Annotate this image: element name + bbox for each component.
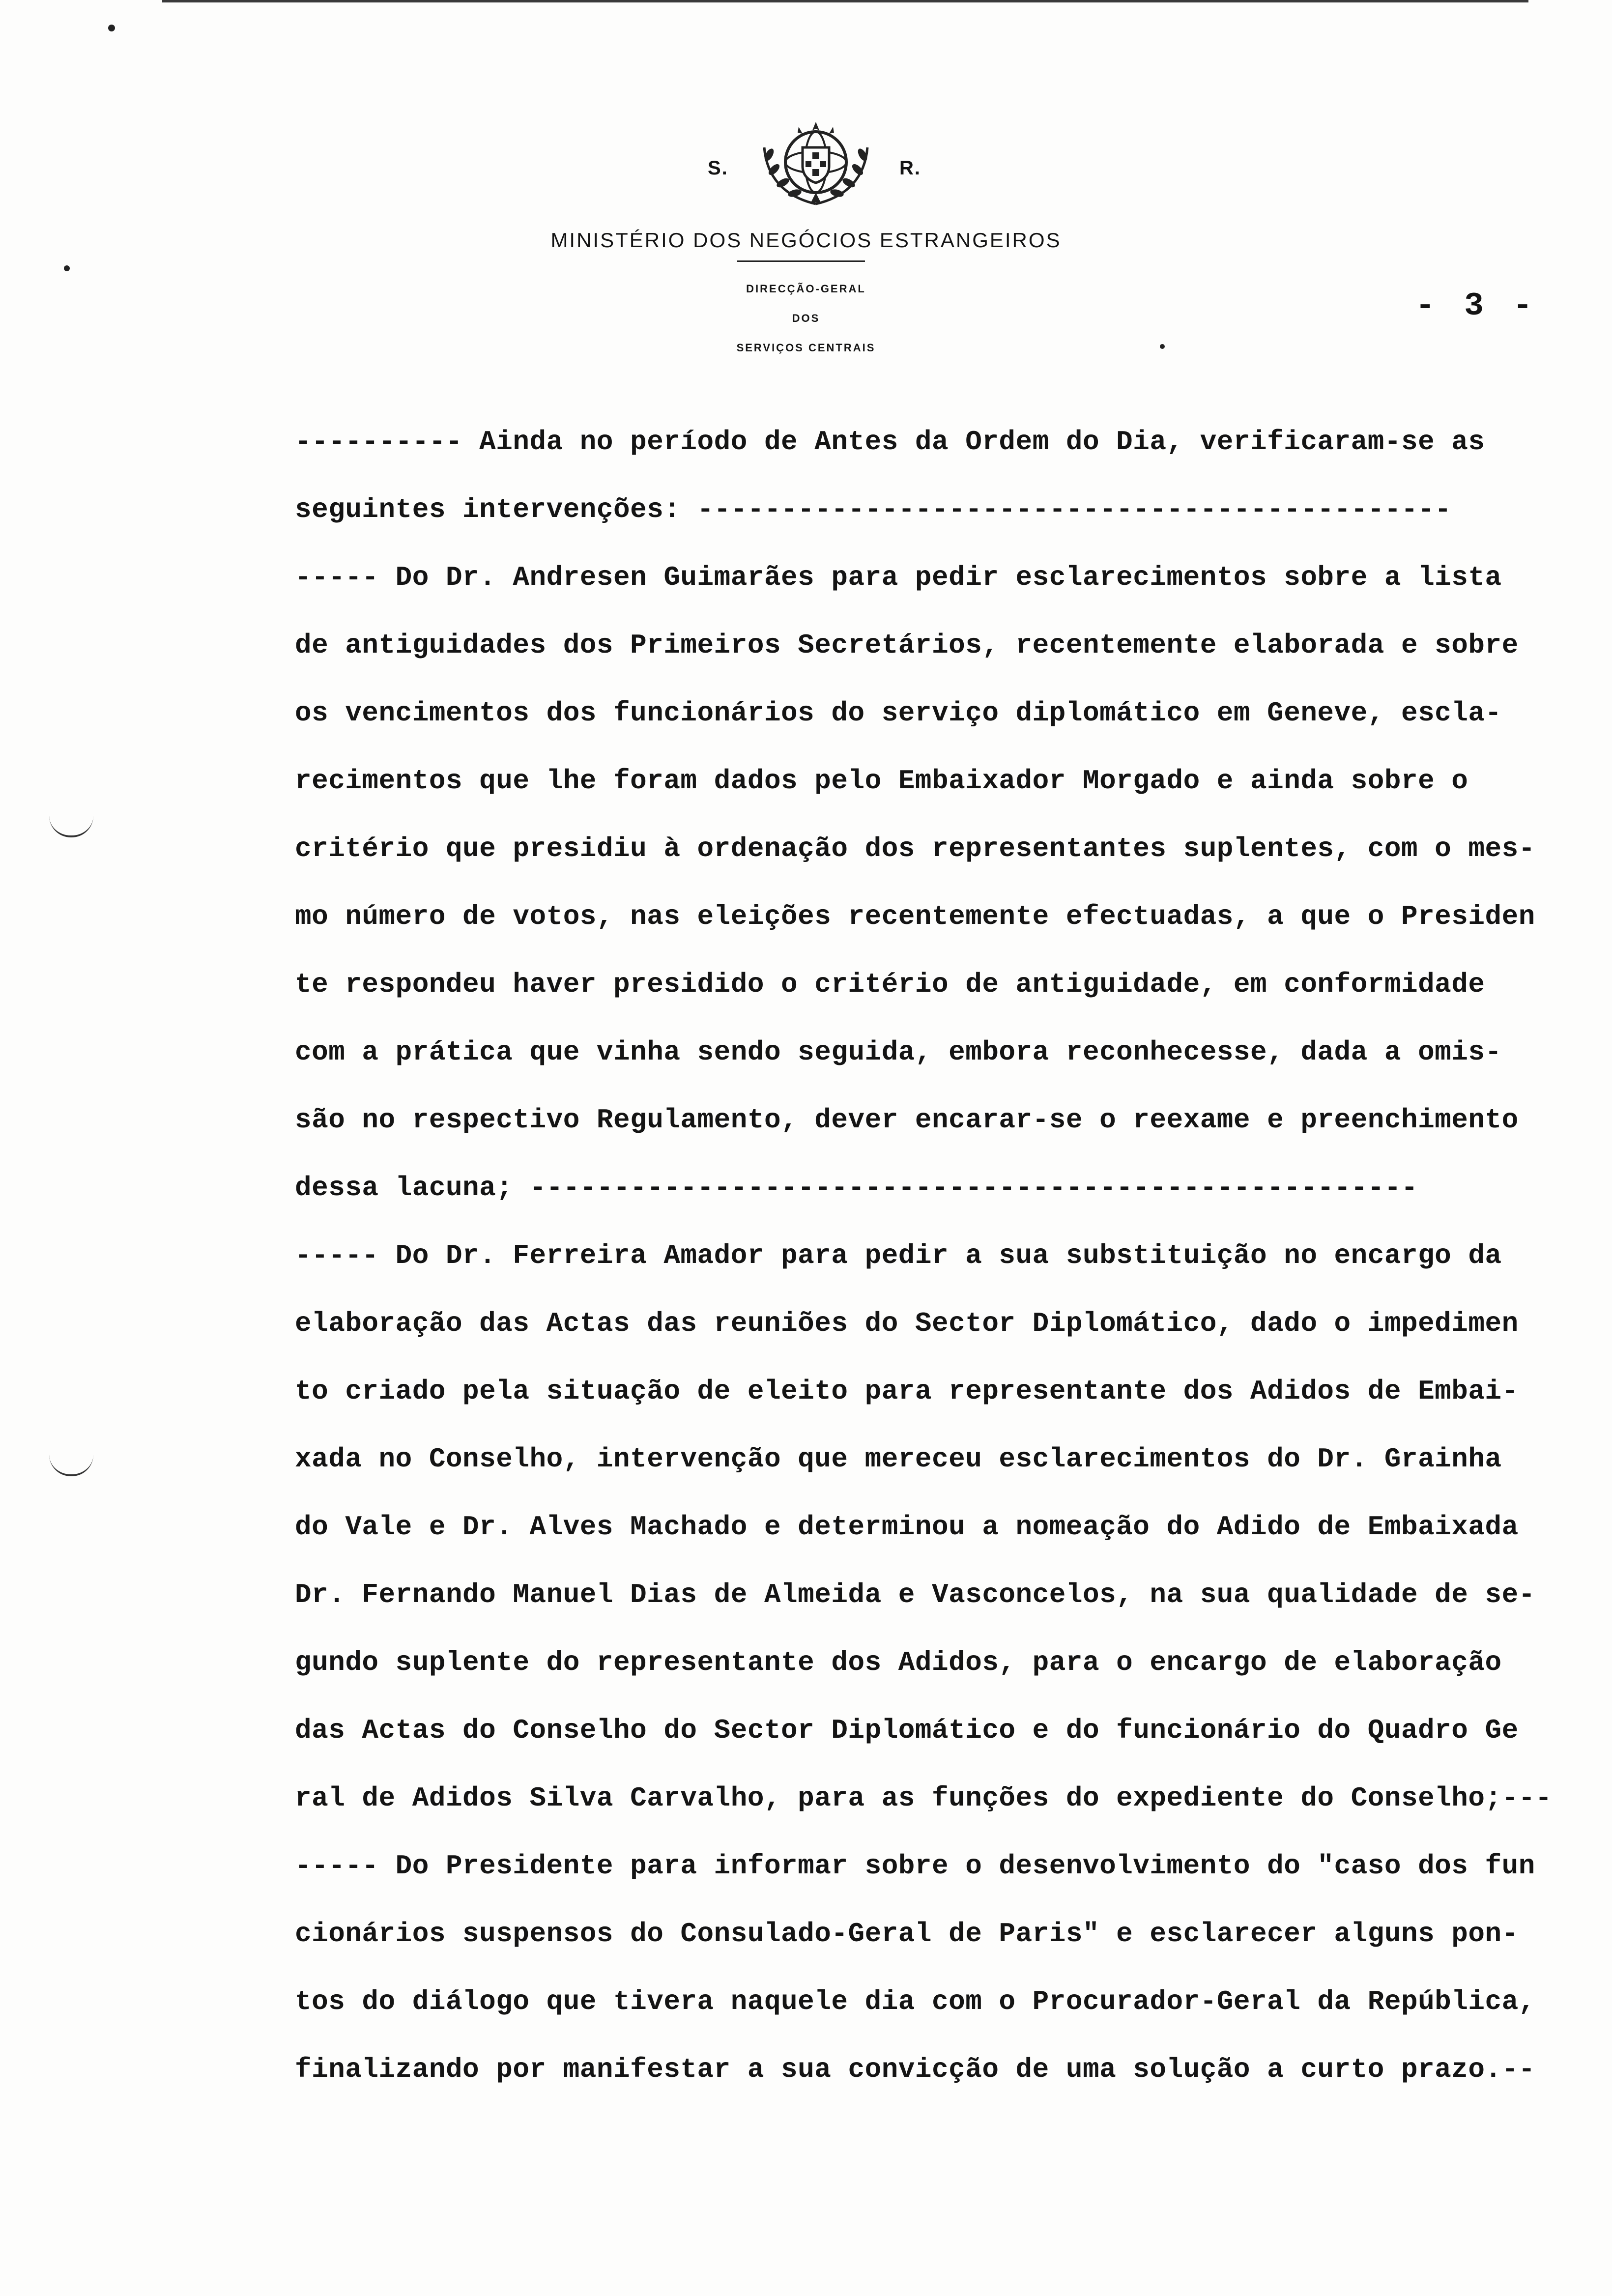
text-line: to criado pela situação de eleito para representante dos Adidos de Embai- [295, 1376, 1519, 1407]
margin-bracket [49, 1455, 93, 1476]
scan-dot [1160, 344, 1165, 349]
text-line: são no respectivo Regulamento, dever encarar-se o reexame e preenchimento [295, 1104, 1519, 1136]
text-line: ----- Do Dr. Andresen Guimarães para pedir esclarecimentos sobre a lista [295, 562, 1502, 593]
text-line: seguintes intervenções: --------------------------------------------- [295, 494, 1452, 525]
text-line: ----- Do Dr. Ferreira Amador para pedir a sua substituição no encargo da [295, 1240, 1502, 1271]
coat-of-arms-icon [745, 113, 887, 211]
ministry-name: MINISTÉRIO DOS NEGÓCIOS ESTRANGEIROS [550, 229, 1062, 252]
scan-dot [64, 265, 70, 271]
text-line: com a prática que vinha sendo seguida, embora reconhecesse, dada a omis- [295, 1036, 1502, 1068]
text-line: ----- Do Presidente para informar sobre o desenvolvimento do "caso dos fun [295, 1850, 1535, 1882]
text-line: ral de Adidos Silva Carvalho, para as funções do expediente do Conselho;--- [295, 1782, 1552, 1814]
text-line: dessa lacuna; ----------------------------------------------------- [295, 1172, 1418, 1204]
text-line: cionários suspensos do Consulado-Geral de Paris" e esclarecer alguns pon- [295, 1918, 1519, 1950]
text-line: te respondeu haver presidido o critério de antiguidade, em conformidade [295, 969, 1485, 1000]
department-line-3: SERVIÇOS CENTRAIS [736, 342, 876, 354]
letterhead-right-initial: R. [899, 157, 921, 179]
margin-bracket [49, 816, 93, 837]
page-number: - 3 - [1415, 287, 1538, 324]
text-line: gundo suplente do representante dos Adidos, para o encargo de elaboração [295, 1647, 1502, 1678]
text-line: tos do diálogo que tivera naquele dia com o Procurador-Geral da República, [295, 1986, 1535, 2017]
minutes-body [295, 408, 1553, 2103]
text-line: ---------- Ainda no período de Antes da Ordem do Dia, verificaram-se as [295, 426, 1485, 458]
department-line-2: DOS [792, 312, 820, 324]
scan-dot [108, 25, 115, 31]
text-line: do Vale e Dr. Alves Machado e determinou a nomeação do Adido de Embaixada [295, 1511, 1519, 1543]
text-line: xada no Conselho, intervenção que mereceu esclarecimentos do Dr. Grainha [295, 1443, 1502, 1475]
department-line-1: DIRECÇÃO-GERAL [746, 283, 866, 295]
text-line: recimentos que lhe foram dados pelo Embaixador Morgado e ainda sobre o [295, 765, 1468, 797]
text-line: mo número de votos, nas eleições recentemente efectuadas, a que o Presiden [295, 901, 1535, 932]
ministry-divider [737, 260, 865, 262]
text-line: finalizando por manifestar a sua convicção de uma solução a curto prazo.-- [295, 2054, 1535, 2085]
letterhead-left-initial: S. [708, 157, 728, 179]
text-line: das Actas do Conselho do Sector Diplomático e do funcionário do Quadro Ge [295, 1715, 1519, 1746]
top-edge-rule [162, 0, 1528, 9]
text-line: de antiguidades dos Primeiros Secretários, recentemente elaborada e sobre [295, 630, 1519, 661]
text-line: critério que presidiu à ordenação dos representantes suplentes, com o mes- [295, 833, 1535, 864]
text-line: Dr. Fernando Manuel Dias de Almeida e Vasconcelos, na sua qualidade de se- [295, 1579, 1535, 1610]
letterhead [491, 113, 1121, 369]
text-line: elaboração das Actas das reuniões do Sector Diplomático, dado o impedimen [295, 1308, 1519, 1339]
text-line: os vencimentos dos funcionários do serviço diplomático em Geneve, escla- [295, 697, 1502, 729]
